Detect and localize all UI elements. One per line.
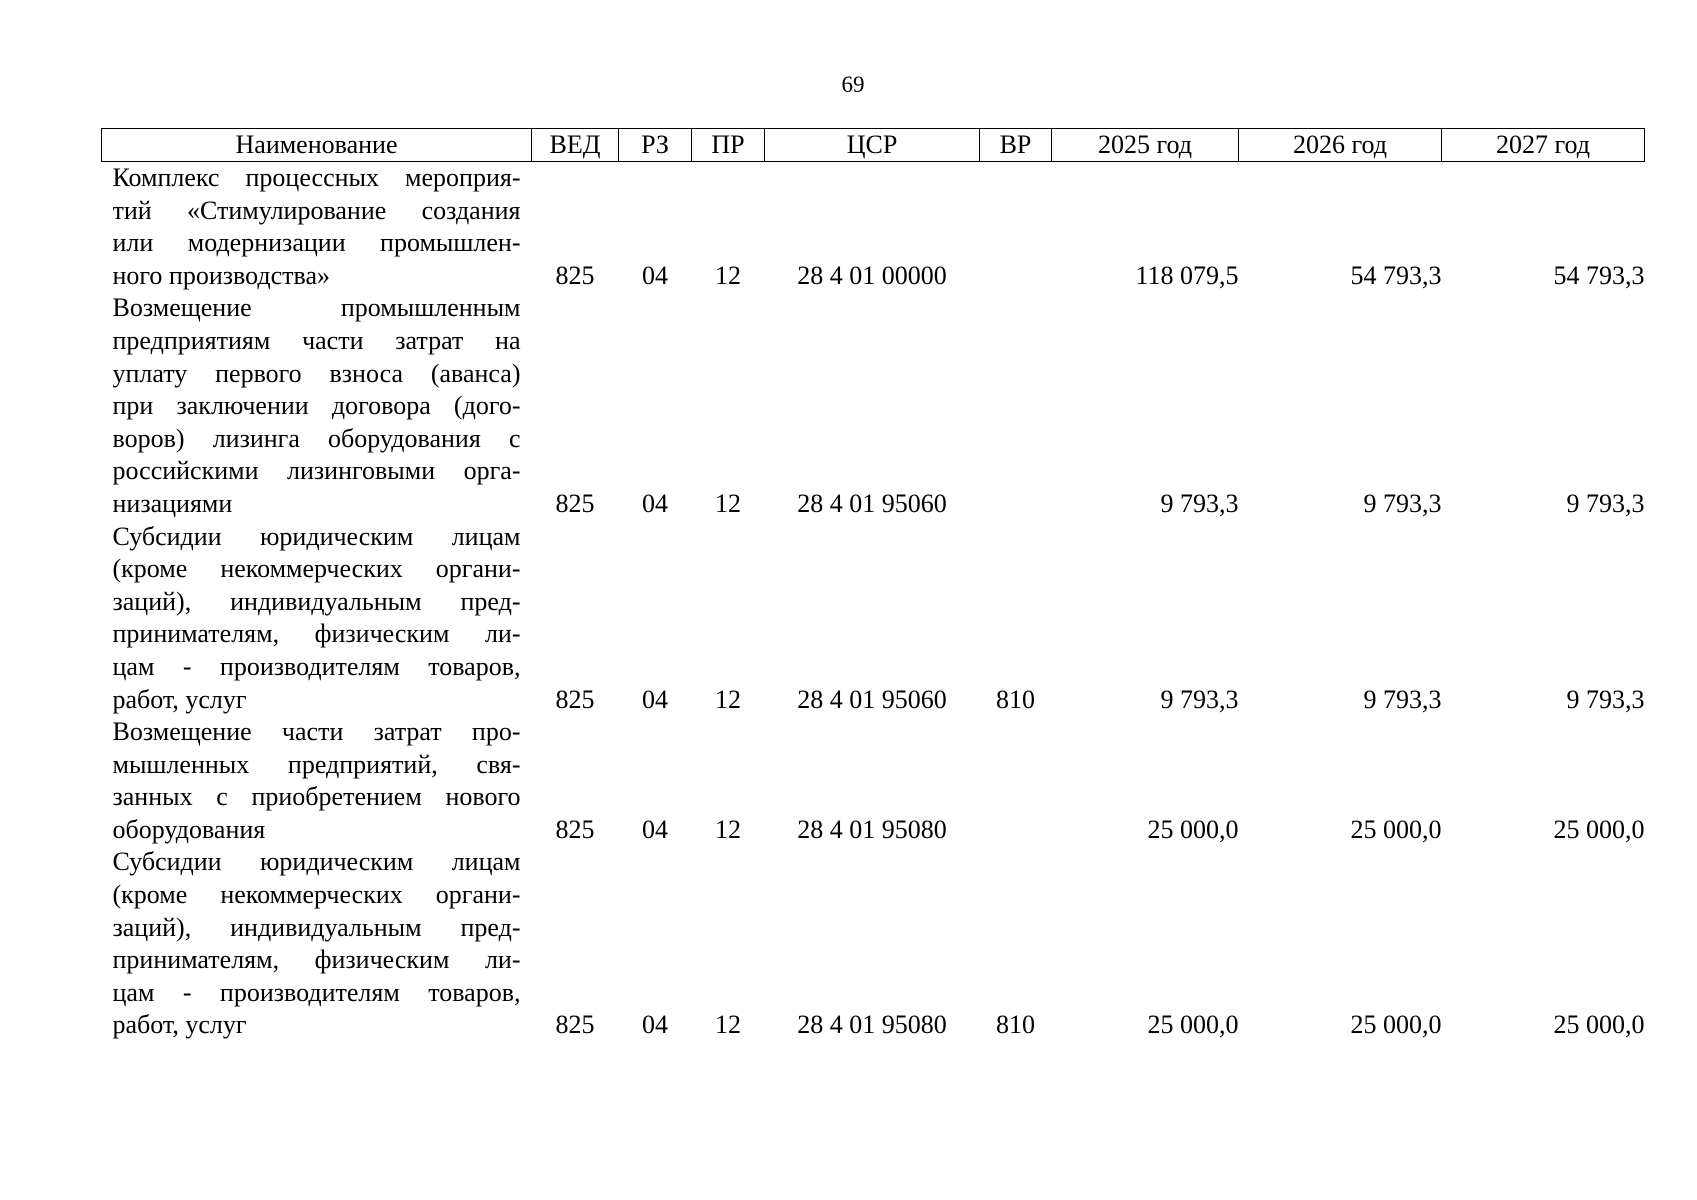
header-2026: 2026 год (1239, 129, 1442, 162)
cell-2026: 9 793,3 (1363, 684, 1442, 714)
name-line: цам - производителям товаров, (112, 977, 521, 1007)
table-row (102, 521, 1645, 717)
cell-2026: 25 000,0 (1350, 814, 1442, 844)
table-row (102, 846, 1645, 1042)
name-line: низациями (112, 488, 233, 518)
cell-ved: 825 (555, 814, 595, 844)
header-ved: ВЕД (532, 129, 619, 162)
cell-vr (980, 292, 1052, 520)
header-name: Наименование (102, 129, 532, 162)
table-header-row (102, 129, 1645, 162)
cell-2027: 25 000,0 (1553, 814, 1645, 844)
name-line: (кроме некоммерческих органи- (112, 880, 521, 910)
name-line: оборудования (112, 814, 266, 844)
name-line: заций), индивидуальным пред- (112, 586, 521, 616)
cell-name (102, 521, 532, 717)
cell-vr (980, 716, 1052, 846)
name-line: российскими лизинговыми орга- (112, 456, 521, 486)
cell-csr: 28 4 01 95060 (797, 488, 947, 518)
name-line: при заключении договора (дого- (112, 391, 521, 421)
name-line: принимателям, физическим ли- (112, 619, 521, 649)
cell-csr: 28 4 01 95080 (797, 1010, 947, 1040)
name-line: Возмещение промышленным (112, 293, 521, 323)
cell-2025: 118 079,5 (1135, 260, 1239, 290)
name-line: тий «Стимулирование создания (112, 195, 521, 225)
cell-pr: 12 (715, 814, 741, 844)
cell-2026: 9 793,3 (1363, 488, 1442, 518)
name-line: Субсидии юридическим лицам (112, 521, 521, 551)
name-line: (кроме некоммерческих органи- (112, 554, 521, 584)
cell-ved: 825 (555, 488, 595, 518)
cell-pr: 12 (715, 1010, 741, 1040)
header-2025: 2025 год (1052, 129, 1239, 162)
cell-2027: 9 793,3 (1566, 488, 1645, 518)
name-line: принимателям, физическим ли- (112, 945, 521, 975)
cell-pr: 12 (715, 488, 741, 518)
cell-2025: 9 793,3 (1160, 488, 1239, 518)
header-pr: ПР (692, 129, 765, 162)
cell-pr: 12 (715, 260, 741, 290)
cell-csr: 28 4 01 00000 (797, 260, 947, 290)
cell-2025: 25 000,0 (1147, 1010, 1239, 1040)
budget-table (101, 128, 1645, 1042)
cell-rz: 04 (642, 260, 668, 290)
cell-2027: 54 793,3 (1553, 260, 1645, 290)
cell-name (102, 162, 532, 293)
header-2027: 2027 год (1442, 129, 1645, 162)
cell-ved: 825 (555, 684, 595, 714)
name-line: заций), индивидуальным пред- (112, 912, 521, 942)
page-number: 69 (841, 72, 865, 97)
header-rz: РЗ (619, 129, 692, 162)
table-body (102, 162, 1645, 1043)
cell-2025: 9 793,3 (1160, 684, 1239, 714)
cell-csr: 28 4 01 95060 (797, 684, 947, 714)
name-line: Субсидии юридическим лицам (112, 847, 521, 877)
cell-name (102, 846, 532, 1042)
cell-rz: 04 (642, 684, 668, 714)
cell-2025: 25 000,0 (1147, 814, 1239, 844)
name-line: или модернизации промышлен- (112, 228, 521, 258)
header-vr: ВР (980, 129, 1052, 162)
cell-rz: 04 (642, 814, 668, 844)
cell-2027: 9 793,3 (1566, 684, 1645, 714)
name-line: занных с приобретением нового (112, 782, 521, 812)
name-line: Комплекс процессных мероприя- (112, 163, 521, 192)
name-line: мышленных предприятий, свя- (112, 749, 521, 779)
cell-vr: 810 (996, 1010, 1035, 1040)
name-line: предприятиям части затрат на (112, 325, 521, 355)
cell-2026: 54 793,3 (1350, 260, 1442, 290)
name-line: работ, услуг (112, 684, 247, 714)
table-row (102, 716, 1645, 846)
name-line: цам - производителям товаров, (112, 651, 521, 681)
cell-ved: 825 (555, 260, 595, 290)
cell-csr: 28 4 01 95080 (797, 814, 947, 844)
cell-2027: 25 000,0 (1553, 1010, 1645, 1040)
name-line: Возмещение части затрат про- (112, 717, 521, 747)
cell-name (102, 292, 532, 520)
cell-name (102, 716, 532, 846)
name-line: ного производства» (112, 260, 330, 290)
cell-pr: 12 (715, 684, 741, 714)
table-row (102, 292, 1645, 520)
cell-2026: 25 000,0 (1350, 1010, 1442, 1040)
cell-ved: 825 (555, 1010, 595, 1040)
name-line: воров) лизинга оборудования с (112, 423, 521, 453)
cell-vr (980, 162, 1052, 293)
name-line: работ, услуг (112, 1010, 247, 1040)
cell-rz: 04 (642, 1010, 668, 1040)
cell-vr: 810 (996, 684, 1035, 714)
cell-rz: 04 (642, 488, 668, 518)
table-row (102, 162, 1645, 293)
name-line: уплату первого взноса (аванса) (112, 358, 521, 388)
header-csr: ЦСР (765, 129, 980, 162)
